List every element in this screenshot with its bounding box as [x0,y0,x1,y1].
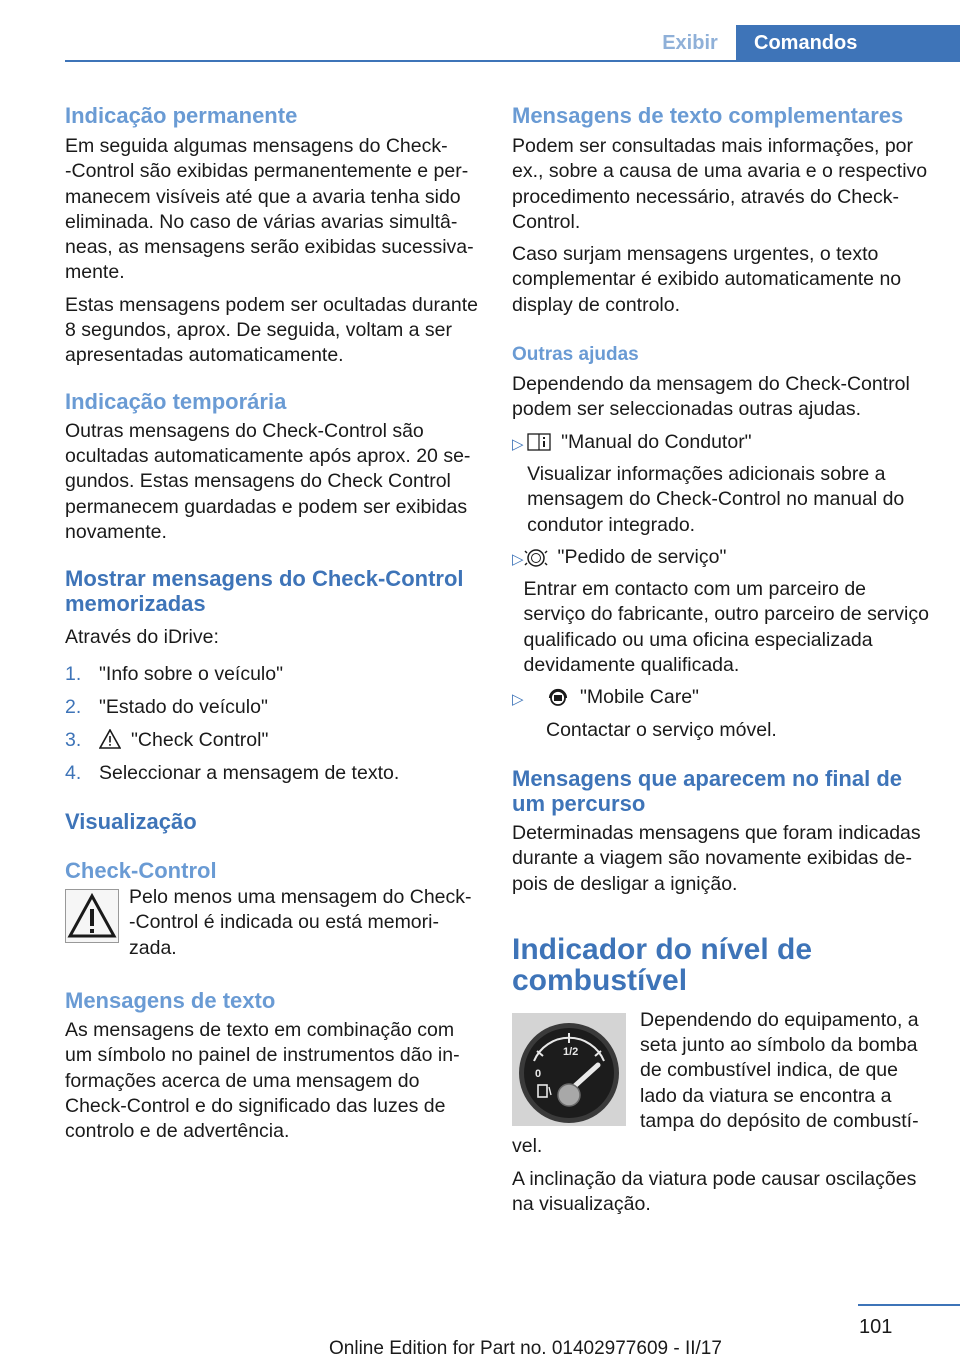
steps-list [65,662,480,786]
heading-mensagens-final-percurso: Mensagens que aparecem no final de um percurso [512,765,903,816]
text-final-percurso: Determinadas mensagens que foram indicadas durante a viagem são novamente exibidas depois de desligar a ignição. [512,821,921,895]
step-text-with-icon [99,728,268,753]
heading-check-control: Check-Control [65,858,217,884]
list-item [65,728,480,753]
list-item [65,662,480,687]
step-text: "Check Control" [131,729,269,752]
step-number: 4. [65,761,82,784]
heading-outras-ajudas: Outras ajudas [512,344,639,366]
page-number: 101 [859,1316,893,1338]
text-idrive: Através do iDrive: [65,626,219,649]
step-number: 2. [65,696,82,719]
text-comp-1: Podem ser consultadas mais informações, por ex., sobre a causa de uma avaria e o respectivo procedimento necessário, através do Check-Control. [512,135,928,233]
manual-icon [527,432,551,452]
option-description: Entrar em contacto com um parceiro de serviço do fabricante, outro parceiro de serviço qualificado ou uma oficina especializada devidamente qualificada. [523,578,929,677]
step-text: "Info sobre o veículo" [99,663,284,686]
step-number: 1. [65,663,82,686]
bullet-triangle-icon: ▷ [512,435,524,453]
bullet-triangle-icon: ▷ [512,550,524,568]
heading-indicacao-temporaria: Indicação temporária [65,388,287,414]
option-description: Contactar o serviço móvel. [546,718,777,741]
mobile-care-icon [546,688,570,708]
fuel-gauge-block [512,1008,932,1160]
text-comp-2: Caso surjam mensagens urgentes, o texto complementar é exibido automaticamente no display de controlo. [512,243,902,316]
step-text: "Estado do veículo" [99,696,268,719]
option-title: "Manual do Condutor" [561,430,752,453]
heading-indicador-combustivel: Indicador do nível de combustível [512,932,813,997]
gauge-zero-label: 0 [535,1067,542,1080]
warning-triangle-icon [99,729,121,749]
tab-exibir[interactable]: Exibir [662,32,718,54]
right-column [512,102,932,1217]
text-mensagens: As mensagens de texto em combinação com um símbolo no painel de instrumentos dão informações acerca de uma mensagem do Check-Control e do significado das luzes de controlo e de advertência. [65,1019,460,1143]
heading-mensagens-texto: Mensagens de texto [65,988,276,1014]
list-item [65,695,480,720]
heading-visualizacao: Visualização [65,809,197,835]
check-control-block [65,885,480,961]
edition-note: Online Edition for Part no. 01402977609 - II/17 [329,1338,722,1359]
tab-comandos[interactable]: Comandos [736,25,960,62]
option-title: "Pedido de serviço" [557,545,727,568]
gauge-half-label: 1/2 [563,1045,579,1058]
bmw-service-icon [524,548,548,568]
text-perm-1: Em seguida algumas mensagens do Check-‑Control são exibidas permanentemente e permanecem visíveis até que a avaria tenha sido eliminada. No caso de várias avarias simultâneas, as mensagens serão exibidas sucessivamente. [65,135,474,284]
list-item[interactable] [512,430,932,538]
footer-rule [858,1304,960,1306]
heading-mostrar-mensagens: Mostrar mensagens do Check-Control memorizadas [65,566,464,617]
heading-indicacao-permanente: Indicação permanente [65,103,298,128]
list-item[interactable] [512,545,932,678]
help-options-list [512,430,932,743]
text-perm-2: Estas mensagens podem ser ocultadas durante 8 segundos, aprox. De seguida, voltam a ser apresentadas automaticamente. [65,293,478,367]
text-inclinacao: A inclinação da viatura pode causar oscilações na visualização. [512,1167,917,1215]
step-text: Seleccionar a mensagem de texto. [99,761,400,784]
bullet-triangle-icon: ▷ [512,691,524,709]
warning-triangle-icon [65,889,119,943]
text-combustivel: Dependendo do equipamento, a seta junto ao símbolo da bomba de combustível indica, de que lado da viatura se encontra a tampa do depósito de combustível. [512,1008,919,1158]
text-temp: Outras mensagens do Check-Control são ocultadas automaticamente após aprox. 20 segundos. Estas mensagens do Check Control permanecem guardadas e podem ser exibidas novamente. [65,419,471,543]
step-number: 3. [65,729,82,752]
text-check-control: Pelo menos uma mensagem do Check-‑Control é indicada ou está memorizada. [129,886,472,959]
option-description: Visualizar informações adicionais sobre a mensagem do Check-Control no manual do condutor integrado. [527,462,905,536]
text-outras-ajudas: Dependendo da mensagem do Check-Control podem ser seleccionadas outras ajudas. [512,373,910,421]
list-item[interactable] [512,685,932,743]
left-column [65,102,480,1145]
list-item [65,761,480,786]
fuel-gauge-image [512,1013,626,1126]
option-title: "Mobile Care" [580,686,699,709]
heading-mensagens-complementares: Mensagens de texto complementares [512,103,904,128]
